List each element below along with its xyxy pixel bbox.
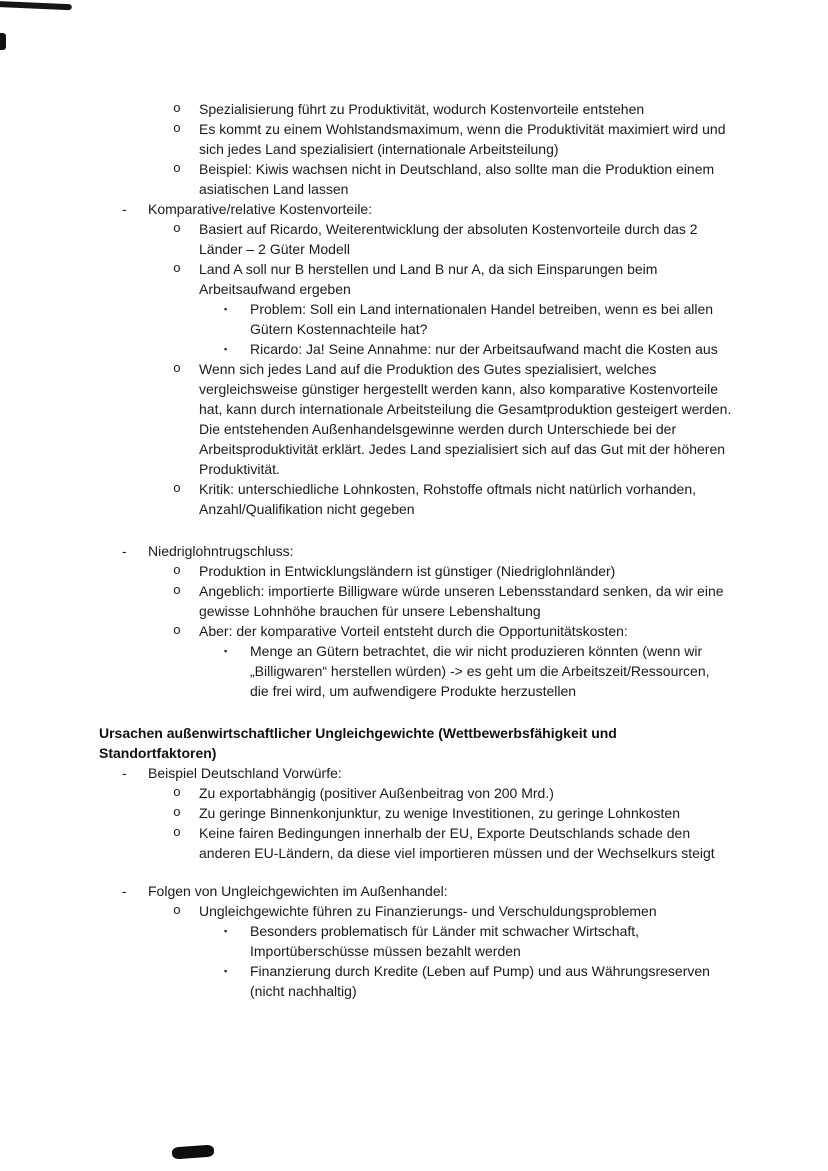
list-item-circle — [99, 581, 732, 621]
list-item-text: Menge an Gütern betrachtet, die wir nicht produzieren könnten (wenn wir „Billigwaren“ herstellen würden) -> es geht um die Arbeitszeit/Ressourcen, die frei wird, um aufwendigere Produkte herzustellen — [250, 643, 710, 699]
list-item-square — [99, 641, 732, 701]
list-item-text: Niedriglohntrugschluss: — [148, 543, 294, 559]
list-item-circle — [99, 901, 732, 921]
bullet-marker-circle-icon: o — [173, 161, 181, 176]
list-item-square — [99, 339, 732, 359]
bullet-marker-circle-icon: o — [173, 481, 181, 496]
list-item-text: Ungleichgewichte führen zu Finanzierungs- und Verschuldungsproblemen — [199, 903, 657, 919]
paragraph-spacer — [99, 863, 732, 881]
list-item-circle — [99, 783, 732, 803]
bullet-marker-circle-icon: o — [173, 903, 181, 918]
list-item-text: Spezialisierung führt zu Produktivität, wodurch Kostenvorteile entstehen — [199, 101, 645, 117]
bullet-marker-square-icon: ▪ — [224, 966, 228, 976]
list-item-text: Zu exportabhängig (positiver Außenbeitrag von 200 Mrd.) — [199, 785, 554, 801]
document-body — [99, 99, 732, 1001]
bullet-marker-circle-icon: o — [173, 785, 181, 800]
bullet-marker-square-icon: ▪ — [224, 926, 228, 936]
list-item-circle — [99, 823, 732, 863]
bullet-marker-circle-icon: o — [173, 805, 181, 820]
list-item-square — [99, 961, 732, 1001]
bullet-marker-square-icon: ▪ — [224, 646, 228, 656]
list-item-circle — [99, 621, 732, 641]
scan-artifact-top-left-icon — [0, 1, 72, 10]
list-item-text: Basiert auf Ricardo, Weiterentwicklung der absoluten Kostenvorteile durch das 2 Länder – 2 Güter Modell — [199, 221, 698, 257]
bullet-marker-circle-icon: o — [173, 825, 181, 840]
list-item-circle — [99, 119, 732, 159]
list-item-text: Wenn sich jedes Land auf die Produktion des Gutes spezialisiert, welches vergleichsweise günstiger hergestellt werden kann, also komparative Kostenvorteile hat, kann durch internationale Arbeitsteilung die Gesamtproduktion gesteigert werden. Die entstehenden Außenhandelsgewinne werden durch Unterschiede bei der Arbeitsproduktivität erklärt. Jedes Land spezialisiert sich auf das Gut mit der höheren Produktivität. — [199, 361, 732, 477]
paragraph-spacer — [99, 519, 732, 541]
list-item-circle — [99, 479, 732, 519]
list-item-text: Folgen von Ungleichgewichten im Außenhandel: — [148, 883, 448, 899]
list-item-text: Problem: Soll ein Land internationalen Handel betreiben, wenn es bei allen Gütern Kostennachteile hat? — [250, 301, 714, 337]
list-item-text: Besonders problematisch für Länder mit schwacher Wirtschaft, Importüberschüsse müssen bezahlt werden — [250, 923, 640, 959]
list-item-circle — [99, 219, 732, 259]
list-item-circle — [99, 159, 732, 199]
bullet-marker-circle-icon: o — [173, 221, 181, 236]
bullet-marker-circle-icon: o — [173, 583, 181, 598]
list-item-square — [99, 921, 732, 961]
list-item-dash — [99, 199, 732, 219]
list-item-dash — [99, 881, 732, 901]
bullet-marker-circle-icon: o — [173, 121, 181, 136]
bullet-marker-square-icon: ▪ — [224, 304, 228, 314]
paragraph-spacer — [99, 701, 732, 723]
list-item-text: Produktion in Entwicklungsländern ist günstiger (Niedriglohnländer) — [199, 563, 616, 579]
list-item-circle — [99, 259, 732, 299]
bullet-marker-dash-icon: - — [122, 201, 127, 217]
list-item-text: Komparative/relative Kostenvorteile: — [148, 201, 373, 217]
scan-artifact-bottom-icon — [172, 1145, 215, 1160]
bullet-marker-circle-icon: o — [173, 563, 181, 578]
list-item-dash — [99, 763, 732, 783]
list-item-square — [99, 299, 732, 339]
list-item-text: Beispiel: Kiwis wachsen nicht in Deutschland, also sollte man die Produktion einem asiatischen Land lassen — [199, 161, 715, 197]
list-item-text: Angeblich: importierte Billigware würde unseren Lebensstandard senken, da wir eine gewisse Lohnhöhe brauchen für unsere Lebenshaltung — [199, 583, 724, 619]
bullet-marker-dash-icon: - — [122, 765, 127, 781]
list-item-text: Ricardo: Ja! Seine Annahme: nur der Arbeitsaufwand macht die Kosten aus — [250, 341, 718, 357]
scan-artifact-left-edge-icon — [0, 33, 6, 50]
list-item-circle — [99, 99, 732, 119]
list-item-text: Zu geringe Binnenkonjunktur, zu wenige Investitionen, zu geringe Lohnkosten — [199, 805, 680, 821]
bullet-marker-dash-icon: - — [122, 883, 127, 899]
section-heading: Ursachen außenwirtschaftlicher Ungleichgewichte (Wettbewerbsfähigkeit und Standortfaktoren) — [99, 725, 617, 761]
list-item-text: Keine fairen Bedingungen innerhalb der EU, Exporte Deutschlands schade den anderen EU-Ländern, da diese viel importieren müssen und der Wechselkurs steigt — [199, 825, 715, 861]
list-item-text: Land A soll nur B herstellen und Land B nur A, da sich Einsparungen beim Arbeitsaufwand ergeben — [199, 261, 658, 297]
bullet-marker-circle-icon: o — [173, 361, 181, 376]
list-item-dash — [99, 541, 732, 561]
list-item-text: Aber: der komparative Vorteil entsteht durch die Opportunitätskosten: — [199, 623, 628, 639]
list-item-text: Beispiel Deutschland Vorwürfe: — [148, 765, 342, 781]
list-item-circle — [99, 561, 732, 581]
bullet-marker-circle-icon: o — [173, 261, 181, 276]
list-item-circle — [99, 359, 732, 479]
bullet-marker-circle-icon: o — [173, 623, 181, 638]
bullet-marker-dash-icon: - — [122, 543, 127, 559]
list-item-text: Es kommt zu einem Wohlstandsmaximum, wenn die Produktivität maximiert wird und sich jedes Land spezialisiert (internationale Arbeitsteilung) — [199, 121, 726, 157]
list-item-text: Finanzierung durch Kredite (Leben auf Pump) und aus Währungsreserven (nicht nachhaltig) — [250, 963, 710, 999]
bullet-marker-square-icon: ▪ — [224, 344, 228, 354]
list-item-text: Kritik: unterschiedliche Lohnkosten, Rohstoffe oftmals nicht natürlich vorhanden, Anzahl/Qualifikation nicht gegeben — [199, 481, 697, 517]
bullet-marker-circle-icon: o — [173, 101, 181, 116]
list-item-circle — [99, 803, 732, 823]
